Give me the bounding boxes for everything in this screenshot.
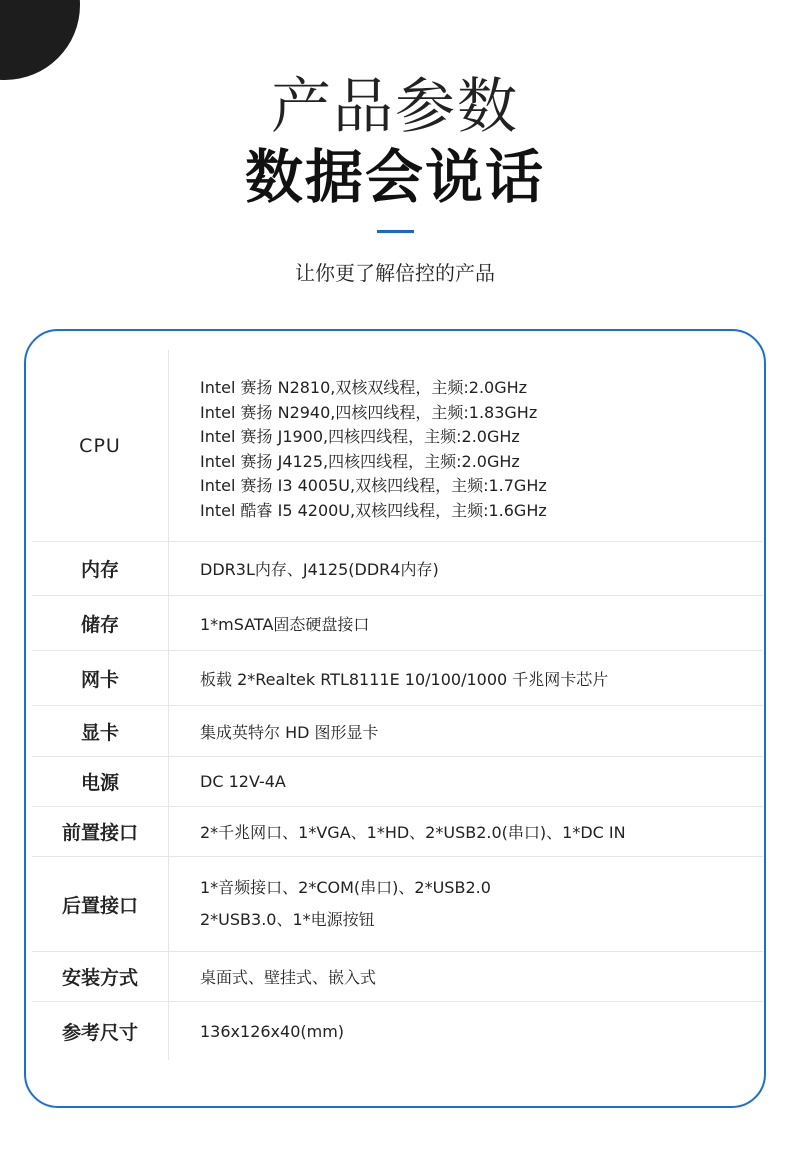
- spec-value-line: 136x126x40(mm): [200, 1021, 345, 1041]
- spec-row-cpu: [32, 350, 763, 542]
- spec-value-line: 板载 2*Realtek RTL8111E 10/100/1000 千兆网卡芯片: [200, 669, 609, 689]
- spec-table: [32, 350, 763, 1060]
- spec-label: 前置接口: [32, 807, 169, 856]
- spec-label: CPU: [32, 350, 169, 541]
- spec-row-graphics: [32, 706, 763, 757]
- spec-value-line: Intel 酷睿 I5 4200U,双核四线程，主频:1.6GHz: [200, 500, 547, 520]
- spec-row-rear-ports: [32, 857, 763, 952]
- title-divider: [377, 230, 414, 233]
- spec-value: [200, 706, 763, 756]
- spec-label: 网卡: [32, 651, 169, 705]
- spec-row-dimensions: [32, 1002, 763, 1060]
- spec-value-line: 1*mSATA固态硬盘接口: [200, 614, 370, 634]
- spec-label: 参考尺寸: [32, 1002, 169, 1060]
- spec-value-line: 1*音频接口、2*COM(串口)、2*USB2.0: [200, 878, 491, 897]
- spec-value: [200, 651, 763, 705]
- spec-label: 电源: [32, 757, 169, 806]
- spec-value: [200, 1002, 763, 1060]
- spec-value-line: Intel 赛扬 I3 4005U,双核四线程，主频:1.7GHz: [200, 476, 547, 495]
- spec-row-front-ports: [32, 807, 763, 857]
- spec-value-line: Intel 赛扬 J1900,四核四线程，主频:2.0GHz: [200, 427, 520, 446]
- spec-value: [200, 596, 763, 650]
- spec-label: 内存: [32, 542, 169, 595]
- spec-value-line: DC 12V-4A: [200, 772, 286, 791]
- spec-value-line: Intel 赛扬 N2940,四核四线程，主频:1.83GHz: [200, 402, 538, 422]
- spec-value: [200, 807, 763, 856]
- spec-value-line: 2*千兆网口、1*VGA、1*HD、2*USB2.0(串口)、1*DC IN: [200, 823, 626, 842]
- spec-value-line: 集成英特尔 HD 图形显卡: [200, 722, 379, 742]
- spec-label: 显卡: [32, 706, 169, 756]
- spec-label: 储存: [32, 596, 169, 650]
- page-title: 产品参数: [271, 72, 519, 142]
- spec-value: [200, 757, 763, 806]
- spec-value-line: 2*USB3.0、1*电源按钮: [200, 910, 375, 929]
- spec-row-power: [32, 757, 763, 807]
- spec-value-line: Intel 赛扬 N2810,双核双线程，主频:2.0GHz: [200, 378, 528, 397]
- spec-row-storage: [32, 596, 763, 651]
- spec-value-line: DDR3L内存、J4125(DDR4内存): [200, 560, 439, 579]
- spec-value: [200, 952, 763, 1001]
- spec-row-network: [32, 651, 763, 706]
- spec-value: [200, 542, 763, 595]
- spec-row-mounting: [32, 952, 763, 1002]
- page-title-emphasis: 数据会说话: [244, 143, 545, 211]
- spec-value: [200, 350, 763, 541]
- spec-row-memory: [32, 542, 763, 596]
- spec-value-line: Intel 赛扬 J4125,四核四线程，主频:2.0GHz: [200, 451, 520, 471]
- corner-decoration: [0, 0, 80, 80]
- spec-label: 安装方式: [32, 952, 169, 1001]
- spec-value: [200, 857, 763, 951]
- spec-label: 后置接口: [32, 857, 169, 951]
- page-subtitle: 让你更了解倍控的产品: [295, 261, 495, 285]
- spec-value-line: 桌面式、壁挂式、嵌入式: [200, 968, 377, 987]
